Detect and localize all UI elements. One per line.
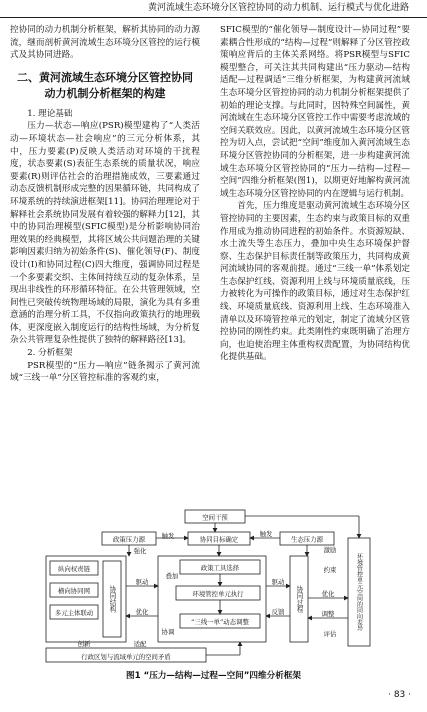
edge-label: 约束 — [323, 566, 337, 574]
process-item: 环境管控单元执行 — [192, 590, 244, 598]
right-box-label: 生态压力源 — [291, 535, 323, 544]
section-title-line: 动力机制分析框架的构建 — [44, 86, 166, 100]
structure-item: 多元主体联动 — [54, 609, 94, 617]
figure-1 — [40, 508, 380, 666]
edge-label: 驱动 — [271, 578, 285, 586]
edge-label: 优化 — [135, 608, 149, 616]
running-header — [0, 0, 427, 18]
page-number: · 83 · — [388, 690, 411, 700]
left-column — [10, 24, 200, 385]
process-item: 政策工具选择 — [200, 564, 240, 572]
edge-label: 驱动 — [135, 578, 149, 586]
subsection-heading: 2. 分析框架 — [27, 348, 73, 359]
right-column — [220, 24, 410, 364]
section-title — [10, 70, 200, 102]
paragraph: 压力—状态—响应(PSR)模型建构了“人类活动—环境状态—社会响应”的三元分析体系，其中，压力要素(P)反映人类活动对环境的干扰程度，状态要素(S)表征生态系统的质量状况，响应要素(R)则评估社会的治理措施成效，三要素通过动态反馈机制形成完整的因果循环链，共同构成了环境系统的持续演进框架[11]。协同治理理论对于解释社会系统协同发展有着较强的解释力[12]，其中的协同治理模型(SFIC模型)是分析影响协同治理效果的经典模型，其将区域公共问题治理的关键影响因素归纳为初始条件(S)、催化领导(F)、制度设计(I)和协同过程(C)四大维度，强调协同过程是一个多要素交织、主体间持续互动的复杂体系，呈现出非线性的环形循环特征。在公共管理领域，空间性已突破传统物理场域的局限，演化为具有多重意涵的治理分析工具，不仅指向政策执行的地理载体，更深度嵌入制度运行的结构性场域，为分析复杂公共管理复杂性提供了独特的解释路径[13]。 — [10, 121, 200, 346]
left-box-label: 政策压力源 — [113, 535, 145, 544]
process-item: “三线一单”动态调整 — [191, 618, 249, 626]
edge-label: 反馈 — [271, 608, 285, 616]
framework-diagram — [40, 508, 380, 666]
edge-label: 评估 — [323, 630, 337, 638]
paragraph: 首先，压力维度是驱动黄河流域生态环境分区管控协同的主要因素，生态约束与政策目标的双重作用成为推动协同进程的初始条件。水资源短缺、水土流失等生态压力，叠加中央生态环境保护督察、生态保护目标责任制等政策压力，共同构成黄河流域协同的客观前提。通过“三线一单”体系划定生态保护红线、资源利用上线与环境质量底线，压力被转化为可操作的政策目标，通过对生态保护红线、环境质量底线、资源利用上线、生态环境准入清单以及环境管控单元的划定，制定了流域分区管控协同的刚性约束。此类刚性约束既明确了治理方向，也迫使治理主体重构权责配置，为协同结构优化提供基础。 — [220, 201, 410, 363]
paragraph: SFIC模型的“催化领导—制度设计—协同过程”要素耦合性形成的“结构—过程”则解释了分区管控政策响应背后的主体关系网络。将PSR模型与SFIC模型整合，可关注其共同构建出“压力驱动—结构适配—过程调适”三维分析框架，为构建黄河流域生态环境分区管控协同的动力机制分析框架提供了初始的理论支撑。与此同时，因特殊空间属性，黄河流域在生态环境分区管控工作中需要考虑流域的空间关联效应。因此，以黄河流域生态环境分区管控为切入点，尝试把“空间”维度加入黄河流域生态环境分区管控协同的分析框架，进一步构建黄河流域生态环境分区管控协同的“压力—结构—过程—空间”四维分析框架(图1)，以期更好地解构黄河流域生态环境分区管控协同的内在逻辑与运行机制。 — [220, 25, 410, 199]
edge-label: 优化 — [321, 590, 335, 598]
edge-label: 叠加 — [165, 572, 179, 580]
section-title-line: 二、黄河流域生态环境分区管控协同 — [17, 70, 193, 84]
subsection-heading: 1. 理论基础 — [27, 108, 73, 119]
top-box-label: 空间干预 — [202, 513, 228, 522]
edge-label: 适配 — [133, 640, 147, 648]
running-title: 黄河流域生态环境分区管控协同的动力机制、运行模式与优化进路 — [147, 3, 409, 13]
center-top-label: 协同目标确定 — [199, 535, 239, 544]
paragraph: PSR模型的“压力—响应”链条揭示了黄河流域“三线一单”分区管控标准的客观约束， — [10, 360, 200, 384]
bottom-box-label: 行政区划与流域单元的空间矛盾 — [81, 653, 171, 661]
structure-item: 纵向权责链 — [58, 565, 90, 573]
edge-label: 调整 — [321, 610, 335, 618]
outcome-label: 环境管控单元空间的同向差异 — [355, 553, 363, 631]
paragraph: 控协同的动力机制分析框架，解析其协同的动力源流，继而剖析黄河流域生态环境分区管控的运行模式及其协同进路。 — [10, 25, 200, 61]
edge-label: 触发 — [259, 530, 273, 538]
edge-label: 强化 — [133, 547, 147, 555]
edge-label: 激励 — [323, 546, 337, 554]
edge-label: 协调 — [161, 628, 175, 636]
figure-caption: 图1 “压力—结构—过程—空间”四维分析框架 — [126, 671, 301, 681]
structure-label: 协同结构 — [108, 585, 116, 613]
structure-item: 横向协同网 — [58, 587, 90, 595]
edge-label: 触发 — [161, 532, 175, 540]
edge-label: 创新 — [77, 640, 91, 648]
process-label: 协同过程 — [295, 585, 303, 613]
